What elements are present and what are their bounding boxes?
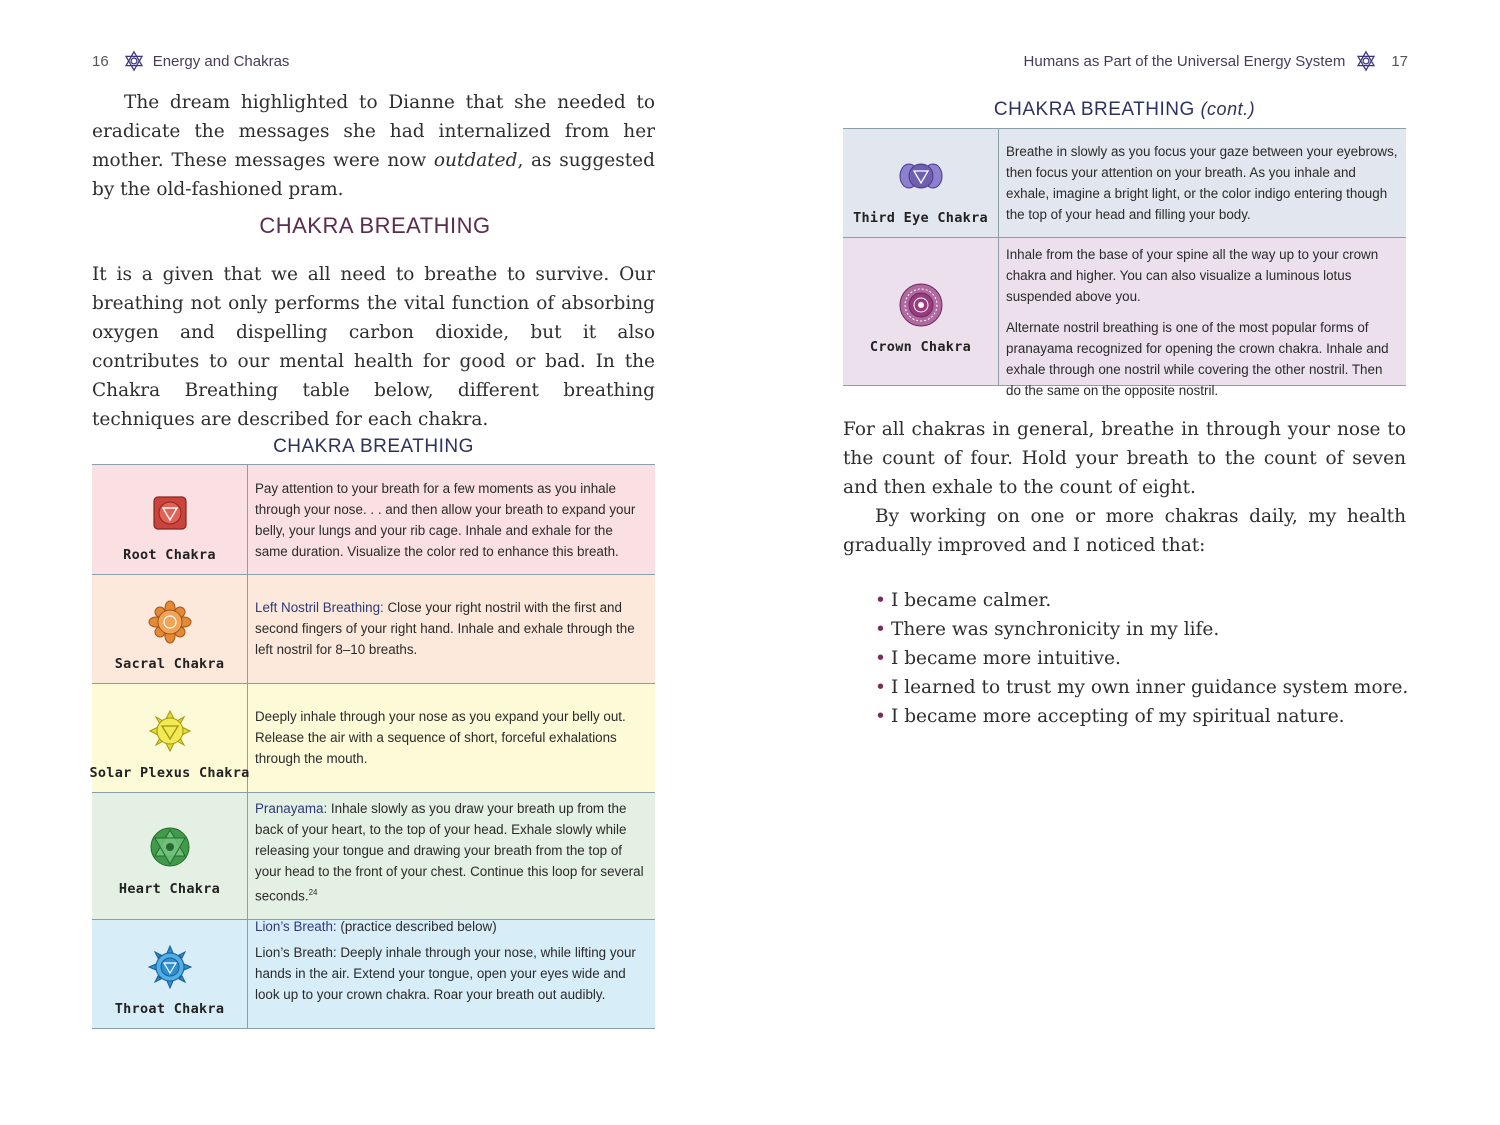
chakra-label-cell [92, 575, 248, 683]
list-item: • I became calmer. [875, 586, 1408, 615]
table-title-text: CHAKRA BREATHING [993, 99, 1195, 120]
technique-text: Inhale from the base of your spine all the way up to your crown chakra and higher. You can also visualize a luminous lotus suspended above you. [1006, 247, 1379, 304]
technique-text: Breathe in slowly as you focus your gaze between your eyebrows, then focus your attention on your breath. As you inhale and exhale, imagine a bright light, or the color indigo entering though the top of your head and filling your body. [1006, 144, 1398, 222]
list-item: • I became more accepting of my spiritual nature. [875, 702, 1408, 731]
table-row [843, 129, 1406, 238]
chakra-label-cell [92, 465, 248, 574]
section-paragraph-text: It is a given that we all need to breathe to survive. Our breathing not only performs the vital function of absorbing oxygen and dispelling carbon dioxide, but it also contributes to our mental health for good or bad. In the Chakra Breathing table below, different breathing techniques are described for each chakra. [92, 264, 655, 430]
star-ornament-icon [1355, 50, 1377, 72]
table-title-continued [843, 99, 1406, 121]
health-paragraph-text: By working on one or more chakras daily, my health gradually improved and I noticed that: [843, 506, 1406, 556]
third-eye-chakra-icon [899, 154, 943, 198]
chakra-label-cell [843, 238, 999, 385]
page-number-right: 17 [1391, 52, 1408, 70]
section-paragraph [92, 260, 655, 434]
solar-plexus-chakra-icon [148, 709, 192, 753]
technique-term-2: Lion’s Breath: [255, 919, 337, 935]
technique-text: Inhale slowly as you draw your breath up from the back of your heart, to the top of your head. Exhale slowly while releasing your tongue and drawing your breath from the top of your head to the front of your chest. Continue this loop for several seconds. [255, 801, 644, 904]
root-chakra-icon [148, 491, 192, 535]
table-row [92, 575, 655, 684]
chakra-breathing-table [89, 464, 655, 1029]
chakra-name: Root Chakra [123, 547, 216, 563]
intro-text-before: The dream highlighted to Dianne that she needed to eradicate the messages she had internalized from her mother. These messages were now [92, 92, 655, 171]
chakra-name: Solar Plexus Chakra [89, 765, 250, 781]
running-head-title-left: Energy and Chakras [152, 52, 290, 70]
chakra-name: Sacral Chakra [114, 656, 225, 672]
technique-term: Pranayama: [255, 801, 328, 816]
chakra-label-cell [89, 684, 250, 792]
chakra-name: Heart Chakra [118, 881, 221, 897]
chakra-description [248, 793, 655, 935]
running-head-left [92, 50, 289, 72]
table-row [92, 465, 655, 575]
chakra-label-cell [92, 920, 248, 1028]
chakra-name: Third Eye Chakra [853, 210, 988, 226]
section-heading: CHAKRA BREATHING [259, 213, 491, 238]
table-row [92, 920, 655, 1029]
table-title: CHAKRA BREATHING [273, 436, 474, 457]
sacral-chakra-icon [148, 600, 192, 644]
chakra-label-cell [92, 793, 248, 919]
technique-text: Pay attention to your breath for a few moments as you inhale through your nose. . . and then allow your breath to expand your belly, your lungs and your rib cage. Inhale and exhale for the same duration. Visualize the color red to enhance this breath. [255, 481, 636, 559]
intro-text-after: , as suggested by the old-fashioned pram. [92, 150, 655, 200]
intro-paragraph [92, 88, 655, 204]
general-paragraph-text: For all chakras in general, breathe in through your nose to the count of four. Hold your breath to the count of seven and then exhale to the count of eight. [843, 419, 1406, 498]
technique-text: Close your right nostril with the first and second fingers of your right hand. Inhale and exhale through the left nostril for 8–10 breaths. [255, 600, 635, 657]
list-item: • There was synchronicity in my life. [875, 615, 1408, 644]
chakra-description [999, 129, 1406, 237]
technique-text: Lion’s Breath: Deeply inhale through your nose, while lifting your hands in the air. Extend your tongue, open your eyes wide and look up to your crown chakra. Roar your breath out audibly. [255, 945, 636, 1002]
chakra-label-cell [843, 129, 999, 237]
chakra-breathing-table-continued [843, 128, 1406, 398]
technique-text-2: (practice described below) [336, 919, 497, 935]
table-row [843, 238, 1406, 398]
chakra-description [248, 684, 655, 792]
right-page [750, 0, 1500, 1125]
technique-text: Deeply inhale through your nose as you expand your belly out. Release the air with a sequence of short, forceful exhalations through the mouth. [255, 709, 626, 766]
chakra-name: Crown Chakra [869, 339, 972, 355]
chakra-description [248, 920, 655, 1028]
technique-term: Left Nostril Breathing: [255, 600, 384, 615]
chakra-name: Throat Chakra [114, 1001, 225, 1017]
benefits-list [875, 586, 1408, 731]
heart-chakra-icon [148, 825, 192, 869]
table-title-cont: (cont.) [1200, 99, 1256, 119]
list-item: • I became more intuitive. [875, 644, 1408, 673]
footnote-marker: 24 [308, 888, 318, 897]
running-head-title-right: Humans as Part of the Universal Energy System [1023, 52, 1346, 70]
general-paragraph [843, 415, 1406, 560]
chakra-description [248, 575, 655, 683]
throat-chakra-icon [148, 945, 192, 989]
list-item: • I learned to trust my own inner guidance system more. [875, 673, 1408, 702]
star-ornament-icon [123, 50, 145, 72]
table-row [92, 793, 655, 935]
chakra-description [248, 465, 655, 574]
page-number-left: 16 [92, 52, 109, 70]
running-head-right [1024, 50, 1408, 72]
crown-chakra-icon [899, 283, 943, 327]
technique-text-2: Alternate nostril breathing is one of the most popular forms of pranayama recognized for opening the crown chakra. Inhale and exhale through one nostril while covering the other nostril. Then do the same on the opposite nostril. [1006, 320, 1389, 398]
intro-emphasis: outdated [433, 150, 518, 171]
table-row [89, 684, 655, 793]
chakra-description [999, 238, 1406, 398]
